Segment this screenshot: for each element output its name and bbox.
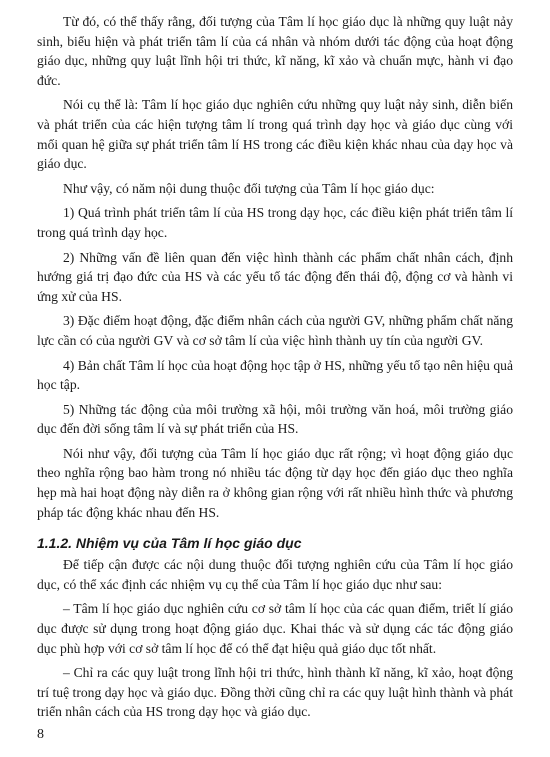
paragraph-scope-summary: Nói như vậy, đối tượng của Tâm lí học giáo dục rất rộng; vì hoạt động giáo dục theo nghĩa rộng bao hàm trong nó nhiều tác động từ dạy học đến giáo dục theo nghĩa hẹp mà hai hoạt động này diễn ra ở không gian rộng với rất nhiều hình thức và phương pháp tác động khác nhau đến HS. bbox=[37, 445, 513, 520]
list-item-content-1: 1) Quá trình phát triển tâm lí của HS trong dạy học, các điều kiện phát triển tâm lí trong quá trình dạy học. bbox=[37, 205, 513, 240]
paragraph-five-contents-intro: Như vậy, có năm nội dung thuộc đối tượng của Tâm lí học giáo dục: bbox=[63, 180, 435, 196]
document-page bbox=[37, 12, 513, 727]
paragraph-specific-definition: Nói cụ thể là: Tâm lí học giáo dục nghiên cứu những quy luật nảy sinh, diễn biến và phát triển của các hiện tượng tâm lí trong quá trình dạy học và giáo dục cùng với mối quan hệ giữa sự phát triển tâm lí HS trong các điều kiện khác nhau của dạy học và giáo dục. bbox=[37, 97, 513, 172]
list-item-content-4: 4) Bản chất Tâm lí học của hoạt động học tập ở HS, những yếu tố tạo nên hiệu quả học tập. bbox=[37, 357, 513, 393]
list-item-content-5: 5) Những tác động của môi trường xã hội, môi trường văn hoá, môi trường giáo dục đến đời sống tâm lí và sự phát triển của HS. bbox=[37, 401, 513, 437]
paragraph-object-definition: Từ đó, có thể thấy rằng, đối tượng của Tâm lí học giáo dục là những quy luật nảy sinh, biểu hiện và phát triển tâm lí của cá nhân và nhóm dưới tác động của hoạt động giáo dục, những quy luật lĩnh hội tri thức, kĩ năng, kĩ xảo và chuẩn mực, hành vi đạo đức. bbox=[37, 14, 513, 88]
list-item-task-1: – Tâm lí học giáo dục nghiên cứu cơ sở tâm lí học của các quan điểm, triết lí giáo dục được sử dụng trong hoạt động giáo dục. Khai thác và sử dụng các tác động giáo dục phù hợp với cơ sở tâm lí học để có thể đạt hiệu quả giáo dục tốt nhất. bbox=[37, 601, 513, 656]
section-heading: 1.1.2. Nhiệm vụ của Tâm lí học giáo dục bbox=[37, 535, 302, 552]
list-item-content-3: 3) Đặc điểm hoạt động, đặc điểm nhân cách của người GV, những phẩm chất năng lực cần có của người GV và cơ sở tâm lí của việc hình thành uy tín của người GV. bbox=[37, 313, 513, 348]
list-item-task-2: – Chỉ ra các quy luật trong lĩnh hội tri thức, hình thành kĩ năng, kĩ xảo, hoạt động trí tuệ trong dạy học và giáo dục. Đồng thời cũng chỉ ra các quy luật hình thành và phát triển nhân cách của HS trong dạy học và giáo dục. bbox=[37, 665, 513, 720]
page-number: 8 bbox=[37, 727, 44, 742]
paragraph-tasks-intro: Để tiếp cận được các nội dung thuộc đối tượng nghiên cứu của Tâm lí học giáo dục, có thể xác định các nhiệm vụ cụ thể của Tâm lí học giáo dục như sau: bbox=[37, 557, 513, 592]
list-item-content-2: 2) Những vấn đề liên quan đến việc hình thành các phẩm chất nhân cách, định hướng giá trị đạo đức của HS và các yếu tố tác động đến thái độ, động cơ và hành vi ứng xử của HS. bbox=[37, 249, 513, 304]
